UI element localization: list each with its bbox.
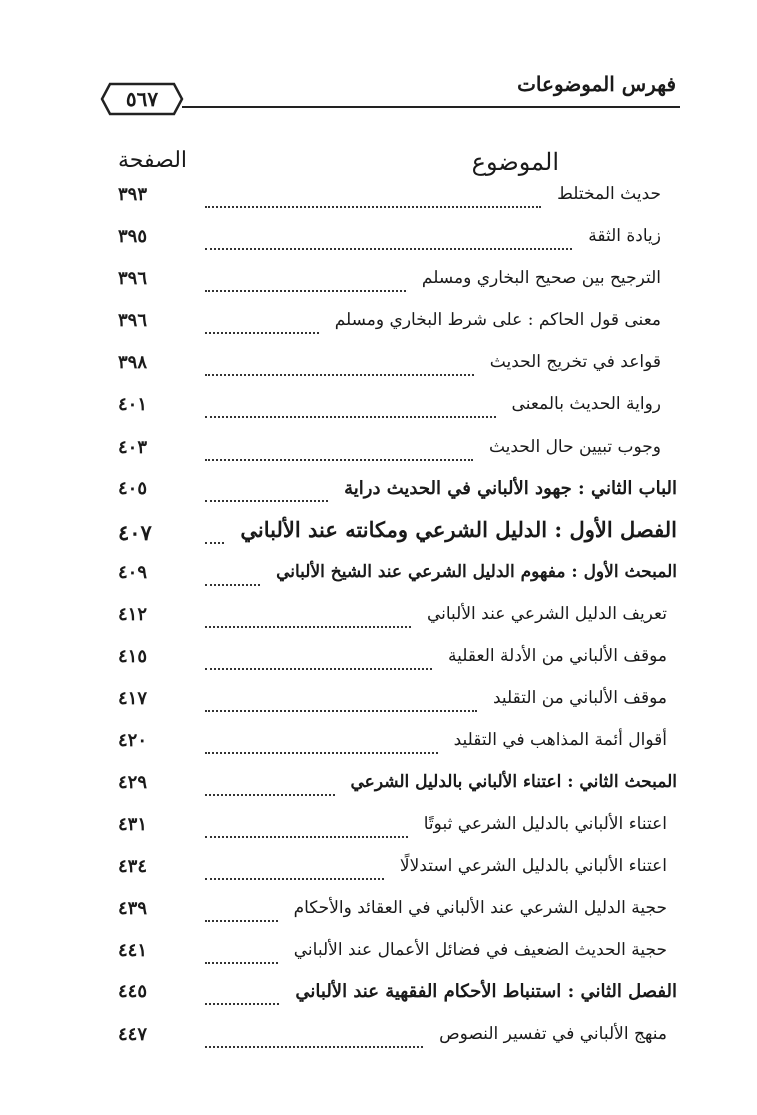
toc-entry[interactable] (0, 852, 757, 892)
leader-dots (205, 358, 474, 376)
toc-entry-title: حجية الدليل الشرعي عند الألباني في العقائد والأحكام (288, 898, 667, 918)
page-number: ٥٦٧ (125, 87, 159, 111)
leader-dots (205, 904, 278, 922)
toc-entry-title: المبحث الأول : مفهوم الدليل الشرعي عند الشيخ الألباني (270, 562, 677, 582)
leader-dots (205, 274, 406, 292)
toc-entry-title: موقف الألباني من الأدلة العقلية (442, 646, 667, 666)
toc-entry[interactable] (0, 180, 757, 220)
toc-entry-title: الترجيح بين صحيح البخاري ومسلم (416, 268, 661, 288)
toc-entry-page: ٣٩٥ (118, 226, 148, 247)
leader-dots (205, 232, 572, 250)
page-number-badge (100, 82, 184, 116)
toc-entry-title: تعريف الدليل الشرعي عند الألباني (421, 604, 667, 624)
leader-dots (205, 190, 541, 208)
toc-entry[interactable] (0, 726, 757, 766)
toc-entry-page: ٤٣٩ (118, 898, 148, 919)
leader-dots (205, 568, 260, 586)
running-title: فهرس الموضوعات (517, 72, 676, 96)
toc-entry-title: أقوال أئمة المذاهب في التقليد (448, 730, 667, 750)
toc-entry-page: ٣٩٣ (118, 184, 148, 205)
toc-entry-page: ٣٩٦ (118, 268, 148, 289)
leader-dots (205, 820, 408, 838)
toc-entry-title: اعتناء الألباني بالدليل الشرعي استدلالًا (394, 856, 667, 876)
toc-entry-page: ٤٤٥ (118, 981, 148, 1002)
toc-entry[interactable] (0, 390, 757, 430)
toc-entry-title: موقف الألباني من التقليد (487, 688, 667, 708)
toc-entry-page: ٤٤١ (118, 940, 148, 961)
toc-entry-page: ٤٣١ (118, 814, 148, 835)
toc-entry-page: ٤١٥ (118, 646, 148, 667)
toc-entry[interactable] (0, 306, 757, 346)
leader-dots (205, 484, 328, 502)
toc-entry-page: ٤٢٠ (118, 730, 148, 751)
toc-entry-title: منهج الألباني في تفسير النصوص (433, 1024, 667, 1044)
toc-entry-title: الفصل الثاني : استنباط الأحكام الفقهية عند الألباني (289, 981, 677, 1002)
leader-dots (205, 862, 384, 880)
toc-entry[interactable] (0, 768, 757, 808)
header-rule (182, 106, 680, 108)
toc-entry-title: الباب الثاني : جهود الألباني في الحديث دراية (338, 478, 677, 499)
leader-dots (205, 316, 319, 334)
toc-entry-title: اعتناء الألباني بالدليل الشرعي ثبوتًا (418, 814, 667, 834)
toc-entry-title: وجوب تبيين حال الحديث (483, 437, 661, 457)
leader-dots (205, 987, 279, 1005)
toc-entry[interactable] (0, 474, 757, 514)
toc-entry[interactable] (0, 810, 757, 850)
leader-dots (205, 946, 278, 964)
toc-entry[interactable] (0, 558, 757, 598)
toc-entry-page: ٤٠٣ (118, 437, 148, 458)
toc-entry-title: حجية الحديث الضعيف في فضائل الأعمال عند الألباني (288, 940, 667, 960)
toc-entry-page: ٤١٧ (118, 688, 148, 709)
toc-entry-page: ٤٠١ (118, 394, 148, 415)
toc-entry-title: رواية الحديث بالمعنى (506, 394, 661, 414)
page-column-heading: الصفحة (118, 148, 188, 173)
toc-entry[interactable] (0, 894, 757, 934)
toc-entry-page: ٤٠٥ (118, 478, 148, 499)
toc-entry[interactable] (0, 977, 757, 1017)
toc-entry-page: ٣٩٨ (118, 352, 148, 373)
leader-dots (205, 778, 335, 796)
toc-entry[interactable] (0, 1020, 757, 1060)
toc-entry-page: ٤٢٩ (118, 772, 148, 793)
toc-entry[interactable] (0, 348, 757, 388)
toc-entry-title: قواعد في تخريج الحديث (484, 352, 661, 372)
leader-dots (205, 694, 477, 712)
leader-dots (205, 610, 411, 628)
toc-entry-title: الفصل الأول : الدليل الشرعي ومكانته عند الألباني (234, 517, 677, 542)
page-header (100, 70, 680, 130)
toc-entry-title: زيادة الثقة (582, 226, 661, 246)
toc-entry-page: ٤٠٩ (118, 562, 148, 583)
toc-entry-title: معنى قول الحاكم : على شرط البخاري ومسلم (329, 310, 661, 330)
toc-entry[interactable] (0, 433, 757, 473)
leader-dots (205, 443, 473, 461)
topic-column-heading: الموضوع (471, 148, 559, 176)
toc-entry-title: المبحث الثاني : اعتناء الألباني بالدليل الشرعي (345, 772, 678, 792)
leader-dots (205, 400, 496, 418)
leader-dots (205, 1030, 423, 1048)
toc-entry[interactable] (0, 600, 757, 640)
toc-entry[interactable] (0, 264, 757, 304)
leader-dots (205, 526, 224, 544)
toc-entry[interactable] (0, 516, 757, 556)
toc-entry-page: ٤٠٧ (118, 520, 152, 545)
toc-entry[interactable] (0, 684, 757, 724)
toc-entry-page: ٤٣٤ (118, 856, 148, 877)
toc-entry[interactable] (0, 222, 757, 262)
toc-entry[interactable] (0, 642, 757, 682)
leader-dots (205, 652, 432, 670)
toc-entry-page: ٤٤٧ (118, 1024, 148, 1045)
toc-entry-page: ٤١٢ (118, 604, 148, 625)
toc-entry[interactable] (0, 936, 757, 976)
toc-entry-page: ٣٩٦ (118, 310, 148, 331)
toc-entry-title: حديث المختلط (551, 184, 661, 204)
leader-dots (205, 736, 438, 754)
